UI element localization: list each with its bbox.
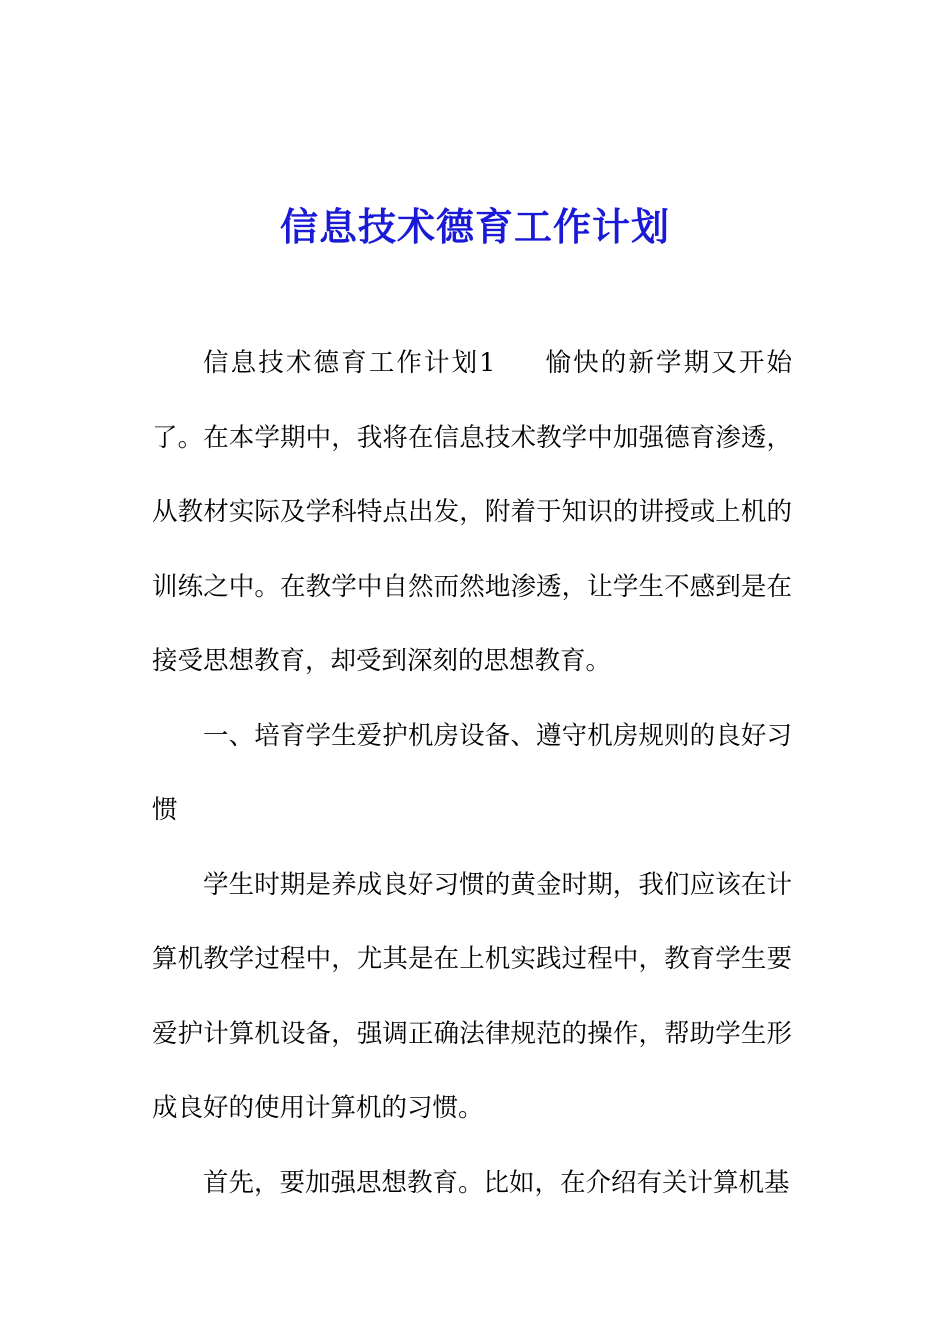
- paragraph-habits: 学生时期是养成良好习惯的黄金时期，我们应该在计算机教学过程中，尤其是在上机实践过程中，教育学生要爱护计算机设备，强调正确法律规范的操作，帮助学生形成良好的使用计算机的习惯。: [152, 869, 792, 1123]
- paragraph-lead: 信息技术德育工作计划1: [203, 348, 496, 378]
- paragraph-first: 首先，要加强思想教育。比如，在介绍有关计算机基: [203, 1167, 790, 1198]
- section-heading-1: 一、培育学生爱护机房设备、遵守机房规则的良好习惯: [152, 720, 792, 825]
- document-title: 信息技术德育工作计划: [279, 204, 670, 250]
- paragraph-intro: [152, 326, 792, 699]
- paragraph-text: 愉快的新学期又开始了。在本学期中，我将在信息技术教学中加强德育渗透，从教材实际及学科特点出发，附着于知识的讲授或上机的训练之中。在教学中自然而然地渗透，让学生不感到是在接受思想教育，却受到深刻的思想教育。: [152, 348, 792, 676]
- document-body: [152, 326, 792, 1220]
